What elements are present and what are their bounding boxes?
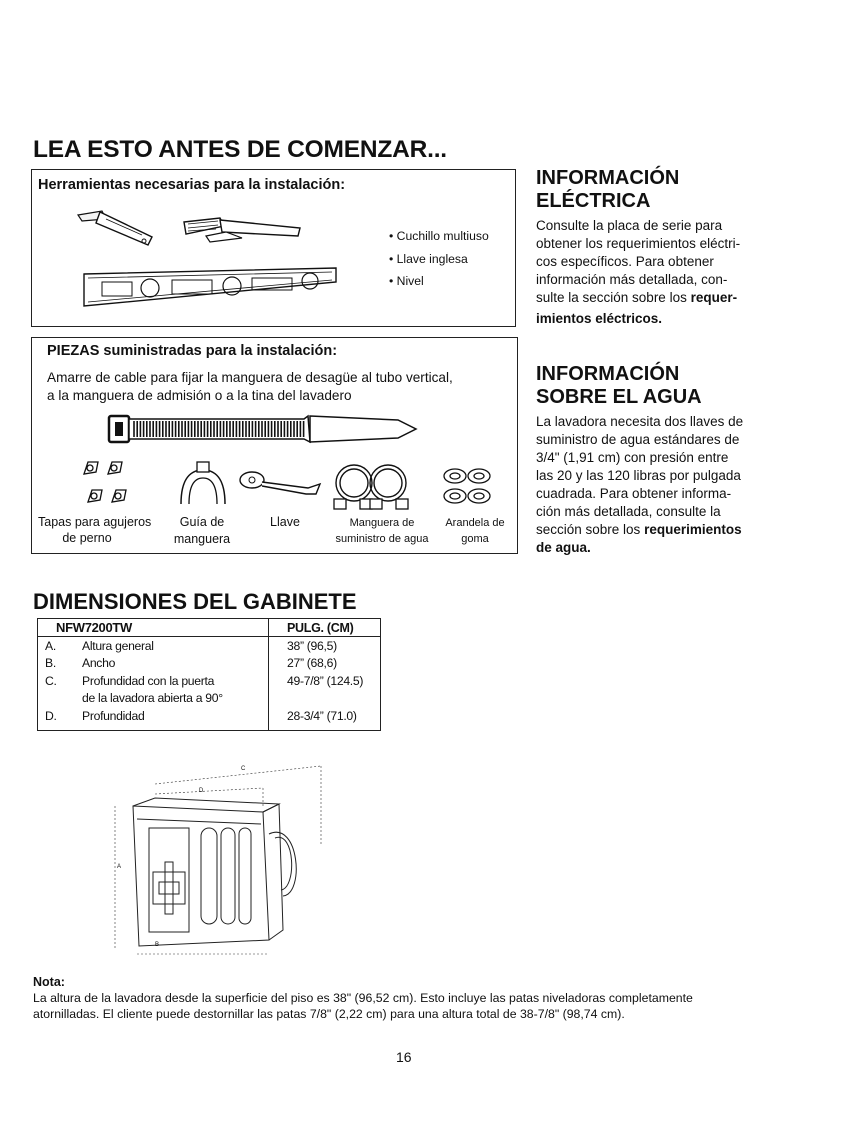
text-line: 3/4" (1,91 cm) con presión entre: [536, 450, 729, 465]
bold-reference: requerimientos: [644, 522, 742, 537]
table-divider: [268, 619, 269, 730]
row-label: de la lavadora abierta a 90°: [82, 691, 223, 705]
text-line: [536, 539, 743, 557]
text-line: cos específicos. Para obtener: [536, 254, 714, 269]
tool-item: • Nivel: [389, 274, 424, 288]
text-line: [536, 310, 740, 328]
washer-dimension-diagram: [93, 744, 325, 960]
note-line: atornilladas. El cliente puede destornillar las patas 7/8" (2,22 cm) para una altura total de 38-7/8" (98,74 cm).: [33, 1007, 625, 1021]
dimensions-table: [37, 618, 381, 731]
text-span: sulte la sección sobre los: [536, 290, 691, 305]
diagram-label-a: A: [117, 864, 122, 870]
caption-line: goma: [461, 533, 489, 545]
text-line: [536, 289, 740, 307]
tools-list: [389, 225, 489, 293]
text-line: cuadrada. Para obtener informa-: [536, 486, 732, 501]
water-supply-hose-icon: [330, 461, 412, 511]
row-label: Ancho: [82, 656, 116, 670]
diagram-label-d: D: [199, 788, 204, 794]
dimensions-title: DIMENSIONES DEL GABINETE: [33, 589, 357, 614]
row-value: 28-3/4” (71.0): [287, 709, 357, 723]
utility-knife-icon: [72, 207, 158, 251]
parts-desc-line: Amarre de cable para fijar la manguera de desagüe al tubo vertical,: [47, 370, 453, 385]
title-line: INFORMACIÓN: [536, 167, 680, 189]
parts-desc-line: a la manguera de admisión o a la tina del lavadero: [47, 388, 352, 403]
caption-hose-guide: [166, 514, 238, 547]
water-text: [536, 413, 743, 557]
model-header: NFW7200TW: [56, 620, 133, 635]
electrical-text: [536, 217, 740, 328]
caption-washer: [440, 515, 510, 547]
table-divider: [38, 636, 380, 637]
tool-item: • Llave inglesa: [389, 251, 468, 266]
caption-wrench: [262, 514, 308, 530]
row-letter: D.: [45, 709, 57, 723]
bolt-hole-caps-icon: [78, 456, 136, 508]
parts-title: PIEZAS suministradas para la instalación:: [47, 343, 338, 359]
bold-reference: requer-: [690, 290, 738, 305]
bold-reference: de agua.: [536, 540, 591, 555]
text-span: sección sobre los: [536, 522, 645, 537]
page-number: 16: [396, 1049, 412, 1065]
caption-line: Tapas para agujeros: [38, 515, 152, 529]
cable-tie-icon: [108, 410, 420, 448]
note-text: [33, 990, 693, 1022]
title-line: ELÉCTRICA: [536, 190, 651, 212]
row-value: 27” (68,6): [287, 656, 337, 670]
text-line: La lavadora necesita dos llaves de: [536, 414, 744, 429]
note-label: Nota:: [33, 975, 65, 989]
row-label: Altura general: [82, 639, 154, 653]
page-title: LEA ESTO ANTES DE COMENZAR...: [33, 136, 447, 163]
pipe-wrench-icon: [180, 208, 304, 244]
note-line: La altura de la lavadora desde la superficie del piso es 38" (96,52 cm). Esto incluye las patas niveladoras completamente: [33, 991, 693, 1005]
text-line: las 20 y las 120 libras por pulgada: [536, 468, 741, 483]
row-letter: C.: [45, 674, 57, 688]
text-line: Consulte la placa de serie para: [536, 218, 723, 233]
text-line: ción más detallada, consulte la: [536, 504, 721, 519]
electrical-title: [536, 167, 679, 213]
caption-bolt-caps: [38, 514, 152, 546]
row-label: Profundidad con la puerta: [82, 674, 215, 688]
caption-line: Arandela de: [445, 517, 505, 529]
row-letter: B.: [45, 656, 56, 670]
caption-line: manguera: [173, 532, 231, 546]
caption-line: de perno: [62, 531, 112, 545]
text-line: suministro de agua estándares de: [536, 432, 740, 447]
bold-reference: imientos eléctricos.: [536, 311, 663, 326]
row-value: 38” (96,5): [287, 639, 337, 653]
caption-line: Llave: [270, 515, 300, 529]
row-label: Profundidad: [82, 709, 145, 723]
caption-line: Manguera de: [349, 517, 415, 529]
text-line: obtener los requerimientos eléctri-: [536, 236, 741, 251]
level-icon: [82, 266, 338, 309]
tool-item: • Cuchillo multiuso: [389, 229, 489, 243]
title-line: INFORMACIÓN: [536, 363, 680, 385]
row-letter: A.: [45, 639, 56, 653]
rubber-washer-icon: [441, 466, 493, 508]
diagram-label-c: C: [241, 766, 246, 772]
diagram-label-b: B: [155, 942, 160, 948]
unit-header: PULG. (CM): [287, 621, 354, 635]
caption-line: suministro de agua: [335, 533, 429, 545]
row-value: 49-7/8” (124.5): [287, 674, 364, 688]
text-line: información más detallada, con-: [536, 272, 728, 287]
caption-water-hose: [327, 515, 437, 547]
title-line: SOBRE EL AGUA: [536, 386, 702, 408]
water-title: [536, 363, 702, 409]
parts-description: [47, 369, 453, 405]
hose-guide-icon: [175, 460, 231, 508]
text-line: [536, 521, 743, 539]
caption-line: Guía de: [179, 515, 225, 529]
tools-title: Herramientas necesarias para la instalación:: [38, 177, 346, 193]
wrench-icon: [236, 468, 322, 500]
